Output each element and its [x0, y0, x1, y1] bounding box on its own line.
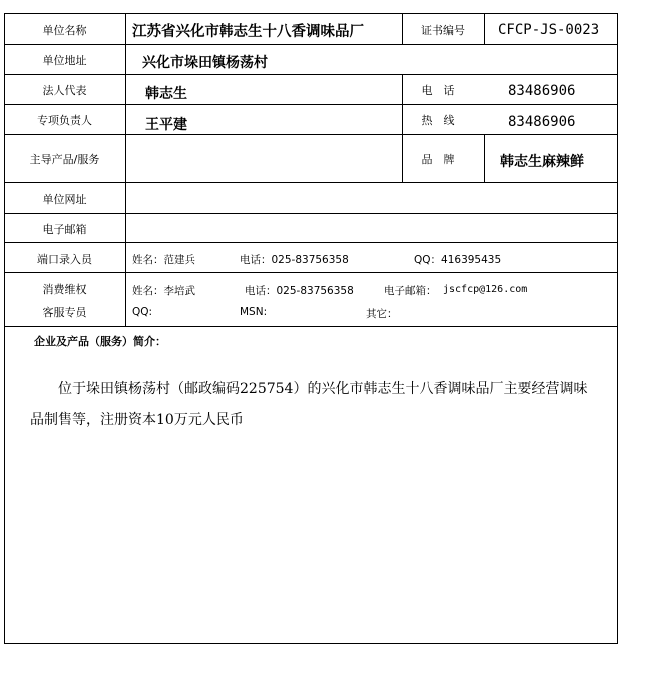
column-divider: [125, 13, 126, 326]
hotline-label: 热 线: [421, 114, 455, 127]
legal-rep-label: 法人代表: [42, 84, 87, 97]
service-msn: MSN:: [240, 306, 268, 318]
service-email-value: jscfcp@126.com: [443, 284, 528, 295]
row-divider: [4, 134, 618, 135]
row-divider: [4, 272, 618, 273]
column-divider: [484, 13, 485, 44]
intro-body: 位于垛田镇杨荡村（邮政编码225754）的兴化市韩志生十八香调味品厂主要经营调味品制售等，注册资本10万元人民币: [30, 381, 588, 428]
service-name: 姓名：李培武: [132, 285, 195, 297]
info-form: [4, 13, 618, 644]
row-divider: [4, 213, 618, 214]
unit-name-label: 单位名称: [42, 24, 87, 37]
website-label: 单位网址: [42, 193, 87, 206]
cert-no-label: 证书编号: [421, 24, 465, 37]
row-divider: [4, 104, 618, 105]
unit-address-value: 兴化市垛田镇杨荡村: [142, 55, 268, 71]
row-divider: [4, 326, 618, 327]
phone-value: 83486906: [508, 83, 576, 99]
service-phone: 电话：025-83756358: [245, 285, 354, 297]
column-divider: [484, 134, 485, 182]
port-recorder-label: 端口录入员: [37, 253, 92, 266]
row-divider: [4, 182, 618, 183]
unit-address-label: 单位地址: [42, 54, 87, 67]
project-owner-label: 专项负责人: [37, 114, 92, 127]
project-owner-value: 王平建: [145, 117, 187, 133]
row-divider: [4, 44, 618, 45]
intro-title: 企业及产品（服务）简介：: [34, 335, 166, 348]
email-label: 电子邮箱: [42, 223, 87, 236]
consumer-rights-label: 消费维权: [42, 283, 87, 296]
main-products-label: 主导产品/服务: [29, 153, 100, 166]
service-qq: QQ:: [132, 306, 153, 318]
service-email-label: 电子邮箱：: [384, 285, 437, 297]
service-other: 其它：: [366, 308, 398, 320]
hotline-value: 83486906: [508, 114, 576, 130]
brand-value: 韩志生麻辣鲜: [500, 154, 584, 170]
cert-no-value: CFCP-JS-0023: [498, 22, 600, 38]
phone-label: 电 话: [421, 84, 455, 97]
port-recorder-phone: 电话：025-83756358: [240, 254, 349, 266]
port-recorder-name: 姓名：范建兵: [132, 254, 195, 266]
customer-service-label: 客服专员: [42, 306, 87, 319]
row-divider: [4, 242, 618, 243]
legal-rep-value: 韩志生: [145, 86, 187, 102]
brand-label: 品 牌: [421, 153, 455, 166]
unit-name-value: 江苏省兴化市韩志生十八香调味品厂: [132, 23, 364, 40]
port-recorder-qq: QQ：416395435: [414, 254, 502, 266]
row-divider: [4, 74, 618, 75]
